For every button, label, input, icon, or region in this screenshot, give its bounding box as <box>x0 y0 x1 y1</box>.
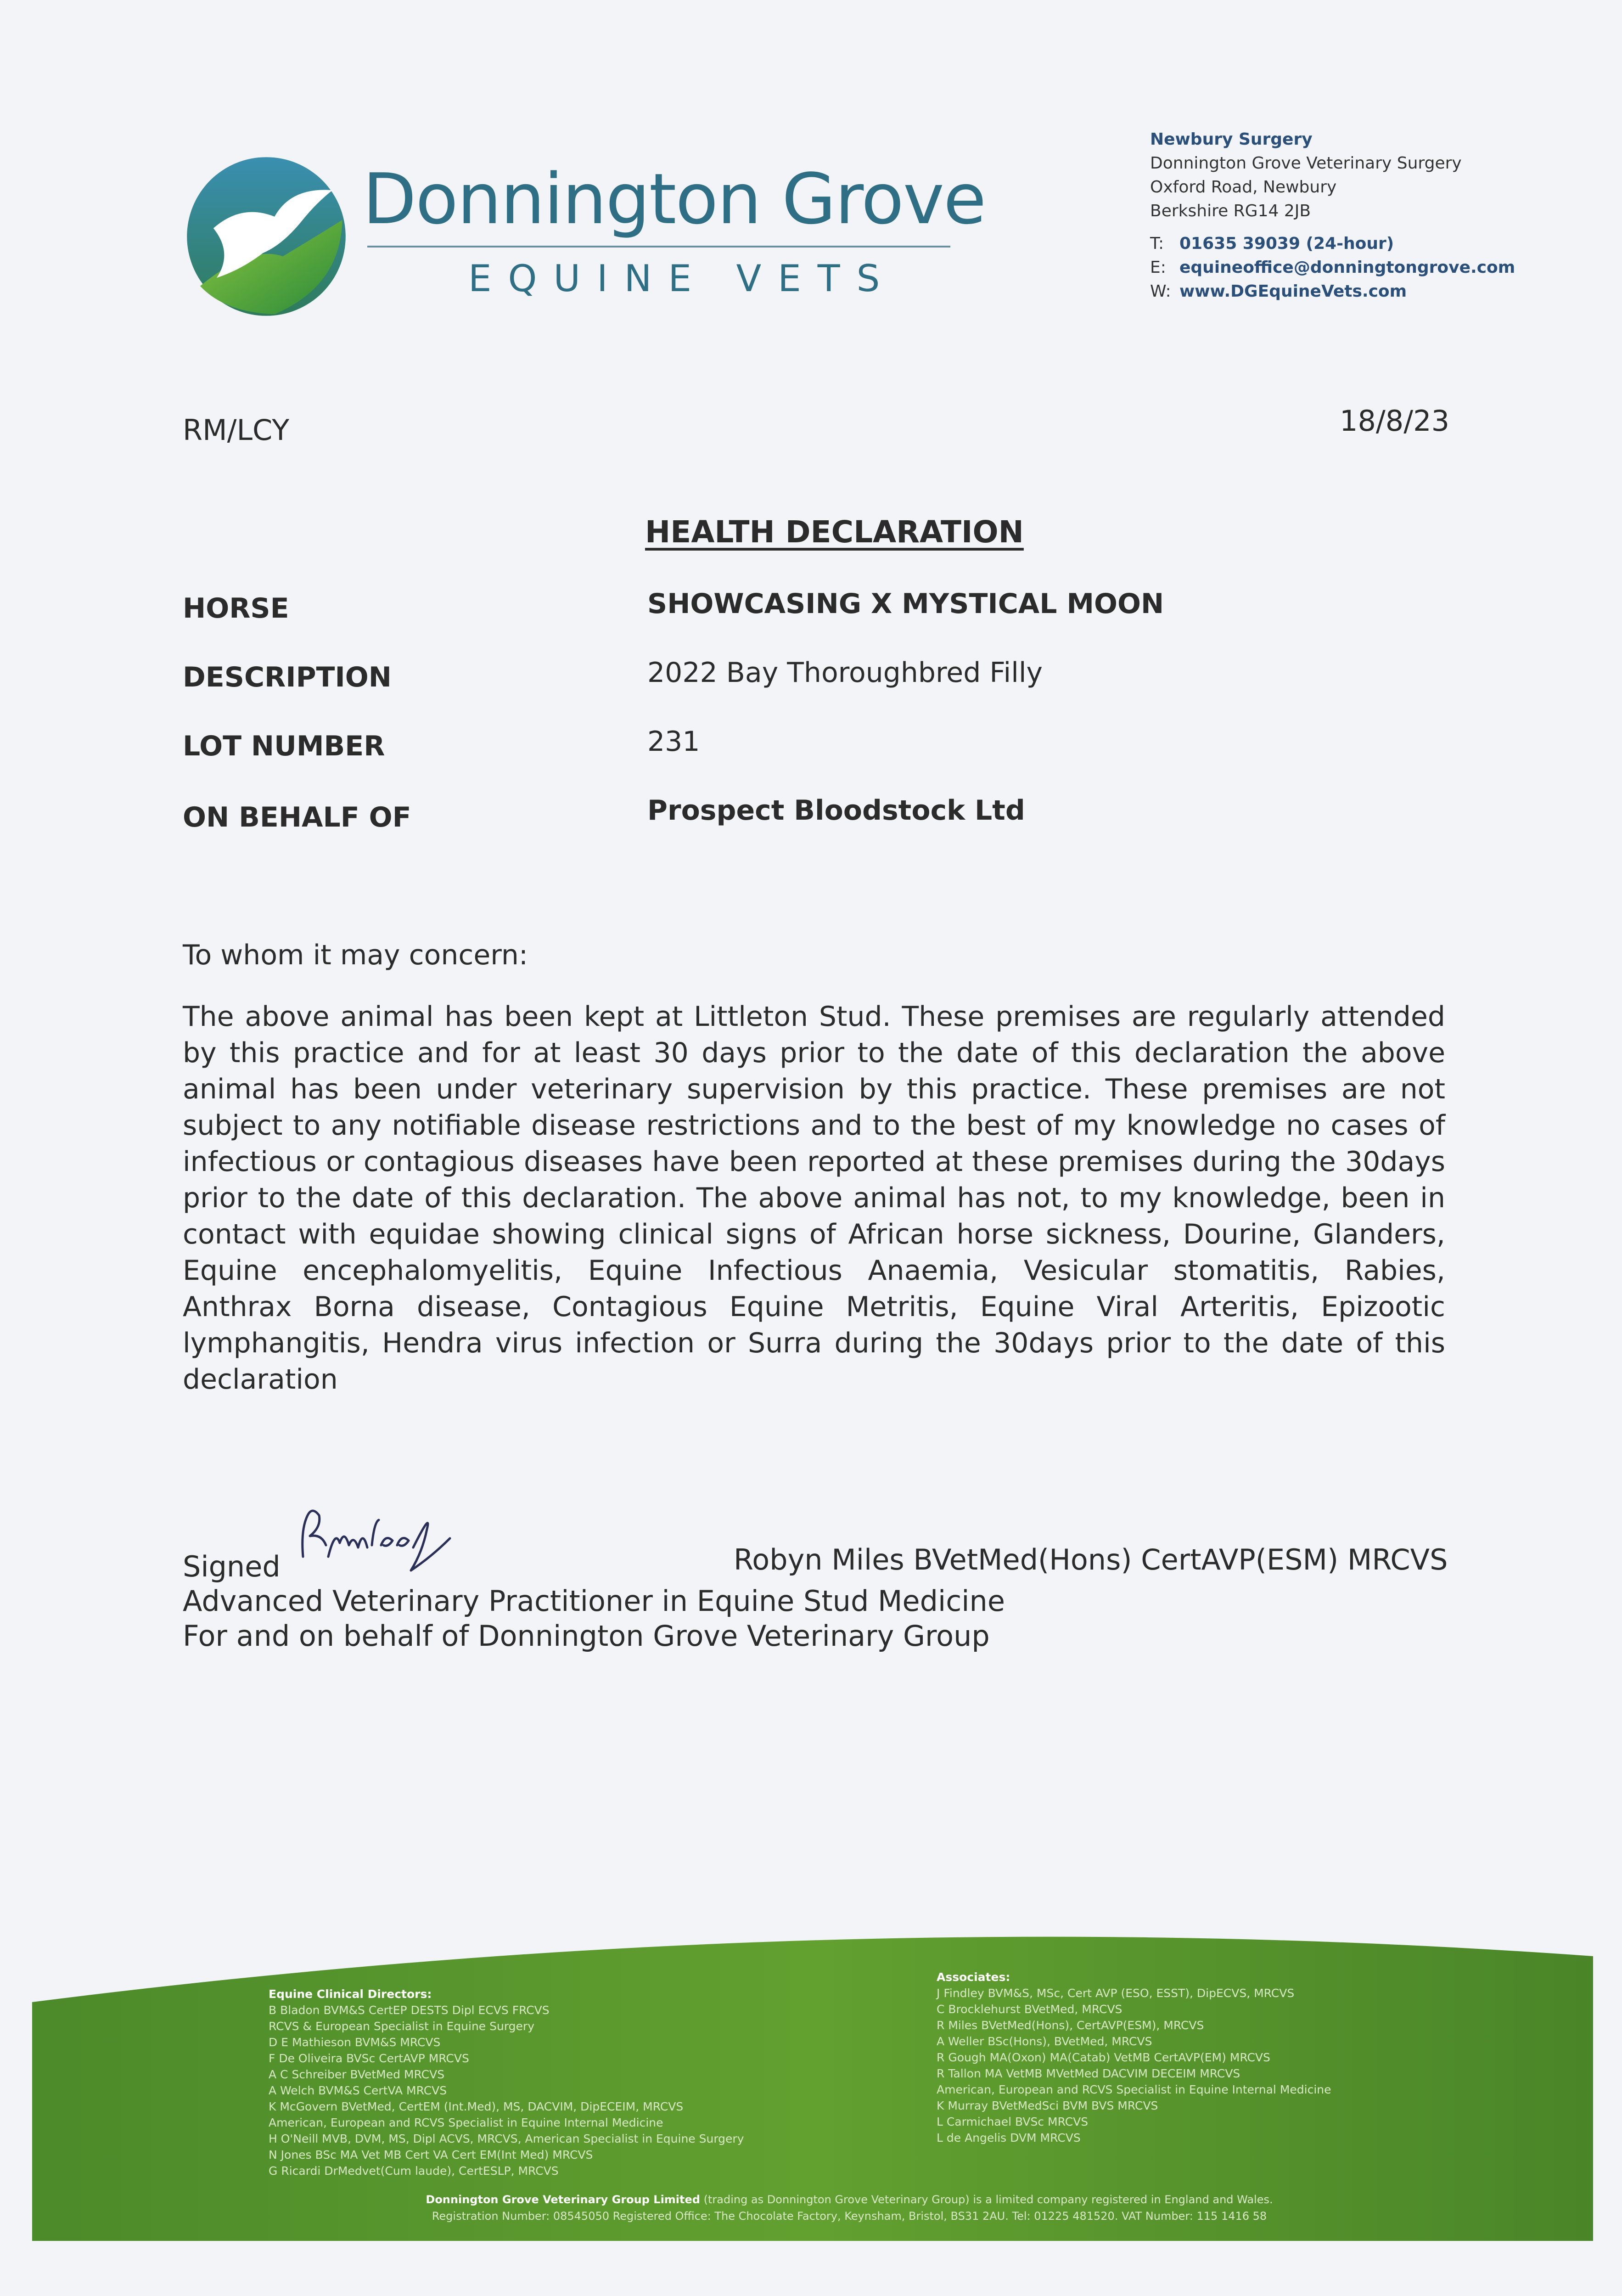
director-line: N Jones BSc MA Vet MB Cert VA Cert EM(Int Med) MRCVS <box>269 2148 593 2161</box>
director-line: A Welch BVM&S CertVA MRCVS <box>269 2084 447 2097</box>
associate-line: R Tallon MA VetMB MVetMed DACVIM DECEIM MRCVS <box>937 2067 1240 2080</box>
associate-line: L de Angelis DVM MRCVS <box>937 2131 1081 2144</box>
footer-banner <box>0 1919 1622 2296</box>
page-title: HEALTH DECLARATION <box>645 514 1024 550</box>
brand-divider <box>367 246 950 248</box>
description-label: DESCRIPTION <box>183 661 392 693</box>
on-behalf-value: Prospect Bloodstock Ltd <box>647 794 1025 827</box>
surgery-address <box>1150 128 1462 223</box>
signer-name: Robyn Miles BVetMed(Hons) CertAVP(ESM) MRCVS <box>734 1543 1448 1576</box>
director-line: D E Mathieson BVM&S MRCVS <box>269 2036 441 2049</box>
associate-line: C Brocklehurst BVetMed, MRCVS <box>937 2003 1122 2016</box>
address-line: Donnington Grove Veterinary Surgery <box>1150 154 1462 173</box>
director-line: K McGovern BVetMed, CertEM (Int.Med), MS, DACVIM, DipECEIM, MRCVS <box>269 2100 684 2113</box>
phone-label: T: <box>1150 234 1164 253</box>
director-line: H O'Neill MVB, DVM, MS, Dipl ACVS, MRCVS, American Specialist in Equine Surgery <box>269 2132 744 2145</box>
address-line: Oxford Road, Newbury <box>1150 178 1337 197</box>
directors-list <box>269 1986 744 2179</box>
lot-number-value: 231 <box>647 726 700 758</box>
signer-role: Advanced Veterinary Practitioner in Equine Stud Medicine <box>183 1584 1005 1618</box>
director-line: A C Schreiber BVetMed MRCVS <box>269 2068 445 2081</box>
associate-line: A Weller BSc(Hons), BVetMed, MRCVS <box>937 2035 1152 2048</box>
registration-line: Registration Number: 08545050 Registered Office: The Chocolate Factory, Keynsham, Bristol, BS31 2AU. Tel: 01225 481520. VAT Number: 115 1416 58 <box>432 2210 1267 2223</box>
logo-icon <box>184 154 349 319</box>
signer-organisation: For and on behalf of Donnington Grove Veterinary Group <box>183 1619 990 1653</box>
lot-number-label: LOT NUMBER <box>183 730 385 762</box>
associate-line: American, European and RCVS Specialist in Equine Internal Medicine <box>937 2083 1331 2096</box>
document-date: 18/8/23 <box>1340 404 1450 438</box>
description-value: 2022 Bay Thoroughbred Filly <box>647 657 1043 689</box>
declaration-body: The above animal has been kept at Littleton Stud. These premises are regularly attended by this practice and for at least 30 days prior to the date of this declaration the above animal has been under veterinary supervision by this practice. These premises are not subject to any notifiable disease restrictions and to the best of my knowledge no cases of infectious or contagious diseases have been reported at these premises during the 30days prior to the date of this declaration. The above animal has not, to my knowledge, been in contact with equidae showing clinical signs of African horse sickness, Dourine, Glanders, Equine encephalomyelitis, Equine Infectious Anaemia, Vesicular stomatitis, Rabies, Anthrax Borna disease, Contagious Equine Metritis, Equine Viral Arteritis, Epizootic lymphangitis, Hendra virus infection or Surra during the 30days prior to the date of this declaration <box>183 1001 1445 1396</box>
associates-list <box>937 1969 1331 2146</box>
signed-label: Signed <box>183 1550 281 1583</box>
associate-line: L Carmichael BVSc MRCVS <box>937 2115 1089 2128</box>
on-behalf-label: ON BEHALF OF <box>183 801 411 833</box>
horse-value: SHOWCASING X MYSTICAL MOON <box>647 588 1164 620</box>
company-name: Donnington Grove Veterinary Group Limited <box>426 2193 700 2206</box>
director-line: RCVS & European Specialist in Equine Surgery <box>269 2020 535 2033</box>
reference-code: RM/LCY <box>183 413 290 447</box>
website: www.DGEquineVets.com <box>1179 282 1407 301</box>
associate-line: R Gough MA(Oxon) MA(Catab) VetMB CertAVP(EM) MRCVS <box>937 2051 1270 2064</box>
associate-line: J Findley BVM&S, MSc, Cert AVP (ESO, ESST), DipECVS, MRCVS <box>937 1986 1295 2000</box>
handwritten-signature <box>294 1502 464 1577</box>
brand-subtitle: EQUINE VETS <box>468 257 897 300</box>
directors-title: Equine Clinical Directors: <box>269 1987 432 2001</box>
horse-label: HORSE <box>183 592 289 625</box>
director-line: F De Oliveira BVSc CertAVP MRCVS <box>269 2052 469 2065</box>
company-registration <box>390 2191 1308 2224</box>
address-line: Berkshire RG14 2JB <box>1150 202 1311 220</box>
associate-line: R Miles BVetMed(Hons), CertAVP(ESM), MRCVS <box>937 2019 1204 2032</box>
surgery-title: Newbury Surgery <box>1150 130 1313 149</box>
web-label: W: <box>1150 282 1171 301</box>
brand-name: Donnington Grove <box>363 158 986 240</box>
salutation: To whom it may concern: <box>183 939 528 971</box>
company-info: (trading as Donnington Grove Veterinary Group) is a limited company registered in England and Wales. <box>703 2193 1273 2206</box>
phone-number: 01635 39039 (24-hour) <box>1179 234 1394 253</box>
associates-title: Associates: <box>937 1970 1010 1984</box>
contact-block <box>1150 232 1515 304</box>
director-line: American, European and RCVS Specialist in Equine Internal Medicine <box>269 2116 663 2129</box>
director-line: G Ricardi DrMedvet(Cum laude), CertESLP, MRCVS <box>269 2164 559 2178</box>
email-label: E: <box>1150 258 1166 277</box>
email-address: equineoffice@donningtongrove.com <box>1179 258 1515 277</box>
director-line: B Bladon BVM&S CertEP DESTS Dipl ECVS FRCVS <box>269 2003 550 2017</box>
associate-line: K Murray BVetMedSci BVM BVS MRCVS <box>937 2099 1158 2112</box>
